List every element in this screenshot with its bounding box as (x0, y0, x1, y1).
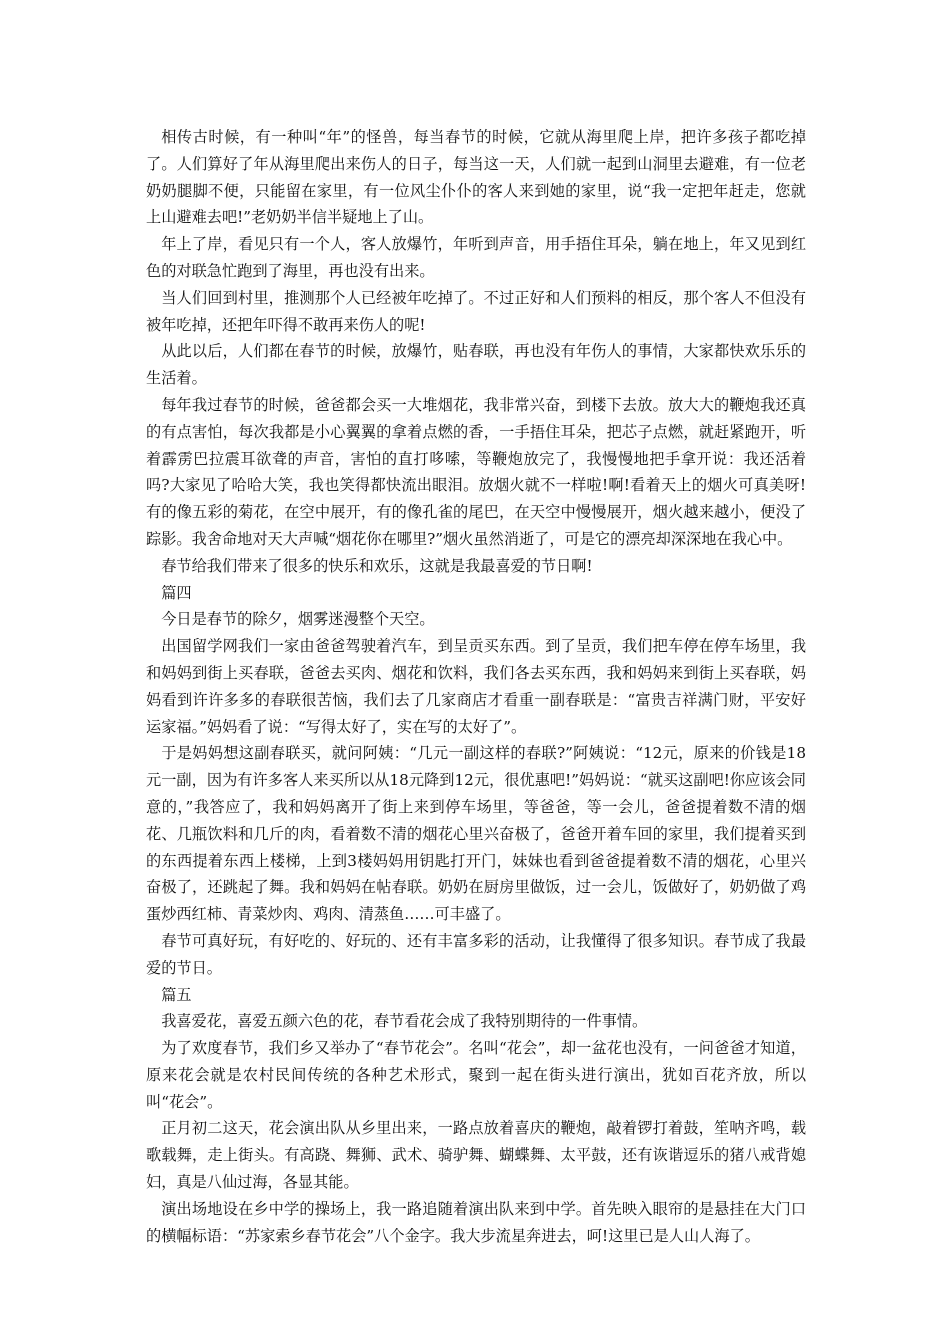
paragraph-love-flowers: 我喜爱花，喜爱五颜六色的花，春节看花会成了我特别期待的一件事情。 (161, 1012, 648, 1031)
paragraph-festival-fun: 春节可真好玩，有好吃的、好玩的、还有丰富多彩的活动，让我懂得了很多知识。春节成了我最爱的节日。 (146, 931, 806, 977)
paragraph-nian-legend: 相传古时候，有一种叫“年”的怪兽，每当春节的时候，它就从海里爬上岸，把许多孩子都吃掉了。人们算好了年从海里爬出来伤人的日子，每当这一天，人们就一起到山洞里去避难，有一位老奶奶腿脚不便，只能留在家里，有一位风尘仆仆的客人来到她的家里，说“我一定把年赶走，您就上山避难去吧!”老奶奶半信半疑地上了山。 (146, 128, 806, 227)
section-heading-5: 篇五 (161, 985, 192, 1004)
paragraph-favorite-festival: 春节给我们带来了很多的快乐和欢乐，这就是我最喜爱的节日啊! (161, 556, 593, 575)
paragraph-since-then: 从此以后，人们都在春节的时候，放爆竹，贴春联，再也没有年伤人的事情，大家都快欢乐乐的生活着。 (146, 342, 806, 388)
paragraph-new-year-eve: 今日是春节的除夕，烟雾迷漫整个天空。 (161, 610, 435, 629)
paragraph-nian-ashore: 年上了岸，看见只有一个人，客人放爆竹，年听到声音，用手捂住耳朵，躺在地上，年又见到红色的对联急忙跑到了海里，再也没有出来。 (146, 235, 806, 280)
paragraph-performance-venue: 演出场地设在乡中学的操场上，我一路追随着演出队来到中学。首先映入眼帘的是悬挂在大门口的横幅标语：“苏家索乡春节花会”八个金字。我大步流星奔进去，呵!这里已是人山人海了。 (146, 1199, 806, 1245)
paragraph-second-day: 正月初二这天，花会演出队从乡里出来，一路点放着喜庆的鞭炮，敲着锣打着鼓，笙呐齐鸣，载歌载舞，走上街头。有高跷、舞狮、武术、骑驴舞、蝴蝶舞、太平鼓，还有诙谐逗乐的猪八戒背媳妇，真是八仙过海，各显其能。 (146, 1119, 806, 1192)
paragraph-shopping-chenggong: 出国留学网我们一家由爸爸驾驶着汽车，到呈贡买东西。到了呈贡，我们把车停在停车场里，我和妈妈到街上买春联，爸爸去买肉、烟花和饮料，我们各去买东西，我和妈妈来到街上买春联，妈妈看到许许多多的春联很苦恼，我们去了几家商店才看重一副春联是：“富贵吉祥满门财，平安好运家福。”妈妈看了说：“写得太好了，实在写的太好了”。 (146, 637, 806, 736)
paragraph-fireworks: 每年我过春节的时候，爸爸都会买一大堆烟花，我非常兴奋，到楼下去放。放大大的鞭炮我还真的有点害怕，每次我都是小心翼翼的拿着点燃的香，一手捂住耳朵，把芯子点燃，就赶紧跑开，听着霹雳巴拉震耳欲聋的声音，害怕的直打哆嗦，等鞭炮放完了，我慢慢地把手拿开说：我还活着吗?大家见了哈哈大笑，我也笑得都快流出眼泪。放烟火就不一样啦!啊!看着天上的烟火可真美呀!有的像五彩的菊花，在空中展开，有的像孔雀的尾巴，在天空中慢慢展开，烟火越来越小，便没了踪影。我舍命地对天大声喊“烟花你在哪里?”烟火虽然消逝了，可是它的漂亮却深深地在我心中。 (146, 395, 806, 548)
paragraph-buying-couplets: 于是妈妈想这副春联买，就问阿姨：“几元一副这样的春联?”阿姨说：“12元，原来的价钱是18元一副，因为有许多客人来买所以从18元降到12元，很优惠吧!”妈妈说：“就买这副吧!你应该会同意的，”我答应了，我和妈妈离开了街上来到停车场里，等爸爸，等一会儿，爸爸提着数不清的烟花、几瓶饮料和几斤的肉，看着数不清的烟花心里兴奋极了，爸爸开着车回的家里，我们提着买到的东西提着东西上楼梯，上到3楼妈妈用钥匙打开门，妹妹也看到爸爸提着数不清的烟花，心里兴奋极了，还跳起了舞。我和妈妈在帖春联。奶奶在厨房里做饭，过一会儿，饭做好了，奶奶做了鸡蛋炒西红柿、青菜炒肉、鸡肉、清蒸鱼……可丰盛了。 (146, 744, 806, 924)
section-heading-4: 篇四 (161, 583, 192, 602)
paragraph-villagers-return: 当人们回到村里，推测那个人已经被年吃掉了。不过正好和人们预料的相反，那个客人不但没有被年吃掉，还把年吓得不敢再来伤人的呢! (146, 288, 806, 334)
document-body (146, 124, 806, 1249)
paragraph-flower-fair: 为了欢度春节，我们乡又举办了“春节花会”。名叫“花会”，却一盆花也没有，一问爸爸才知道，原来花会就是农村民间传统的各种艺术形式，聚到一起在街头进行演出，犹如百花齐放，所以叫“花会”。 (146, 1039, 806, 1111)
